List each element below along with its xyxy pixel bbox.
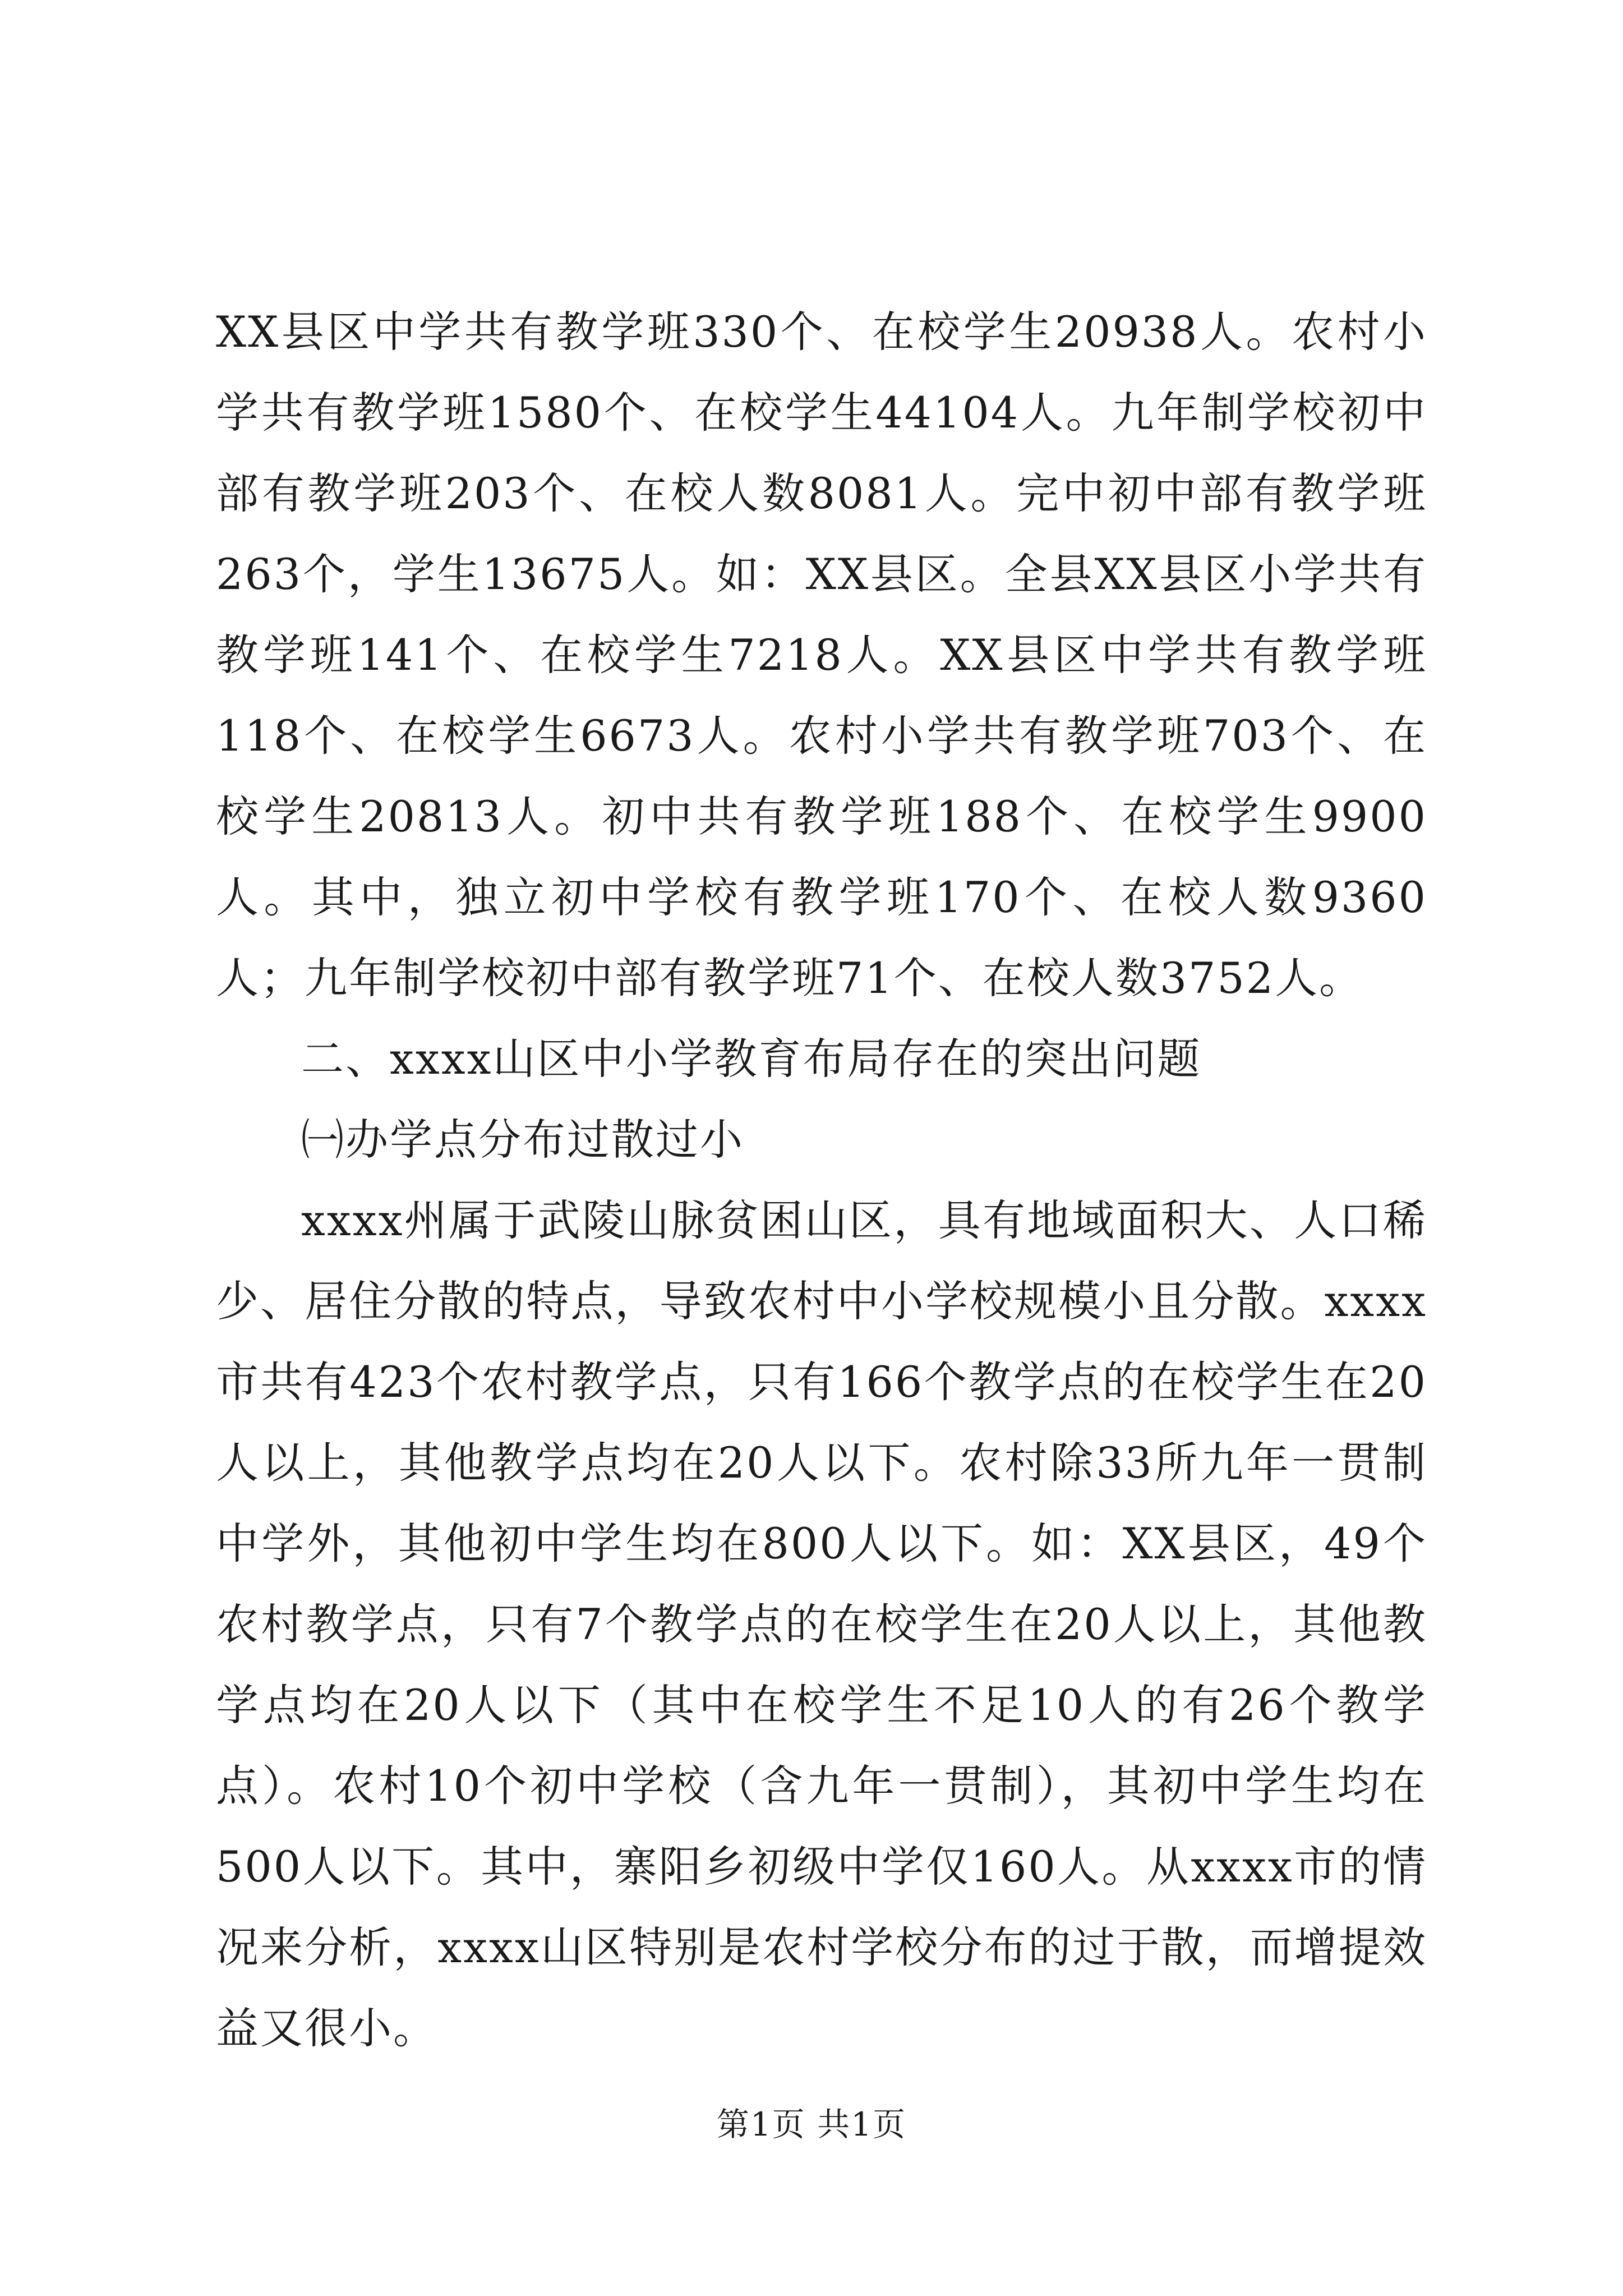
paragraph-scattered-schools: xxxx州属于武陵山脉贫困山区，具有地域面积大、人口稀少、居住分散的特点，导致农村中小学校规模小且分散。xxxx市共有423个农村教学点，只有166个教学点的在校学生在20人以上，其他教学点均在20人以下。农村除33所九年一贯制中学外，其他初中学生均在800人以下。如：XX县区，49个农村教学点，只有7个教学点的在校学生在20人以上，其他教学点均在20人以下（其中在校学生不足10人的有26个教学点）。农村10个初中学校（含九年一贯制），其初中学生均在500人以下。其中，寨阳乡初级中学仅160人。从xxxx市的情况来分析，xxxx山区特别是农村学校分布的过于散，而增提效益又很小。 (216, 1195, 1427, 2053)
document-body (216, 292, 1427, 2069)
page-footer: 第1页 共1页 (716, 2105, 907, 2143)
subsection-heading-scattered-schools: ㈠办学点分布过散过小 (301, 1115, 744, 1165)
section-heading-problems: 二、xxxx山区中小学教育布局存在的突出问题 (301, 1034, 1202, 1084)
paragraph-school-statistics: XX县区中学共有教学班330个、在校学生20938人。农村小学共有教学班1580个、在校学生44104人。九年制学校初中部有教学班203个、在校人数8081人。完中初中部有教学班263个，学生13675人。如：XX县区。全县XX县区小学共有教学班141个、在校学生7218人。XX县区中学共有教学班118个、在校学生6673人。农村小学共有教学班703个、在校学生20813人。初中共有教学班188个、在校学生9900人。其中，独立初中学校有教学班170个、在校人数9360人；九年制学校初中部有教学班71个、在校人数3752人。 (216, 307, 1427, 1003)
